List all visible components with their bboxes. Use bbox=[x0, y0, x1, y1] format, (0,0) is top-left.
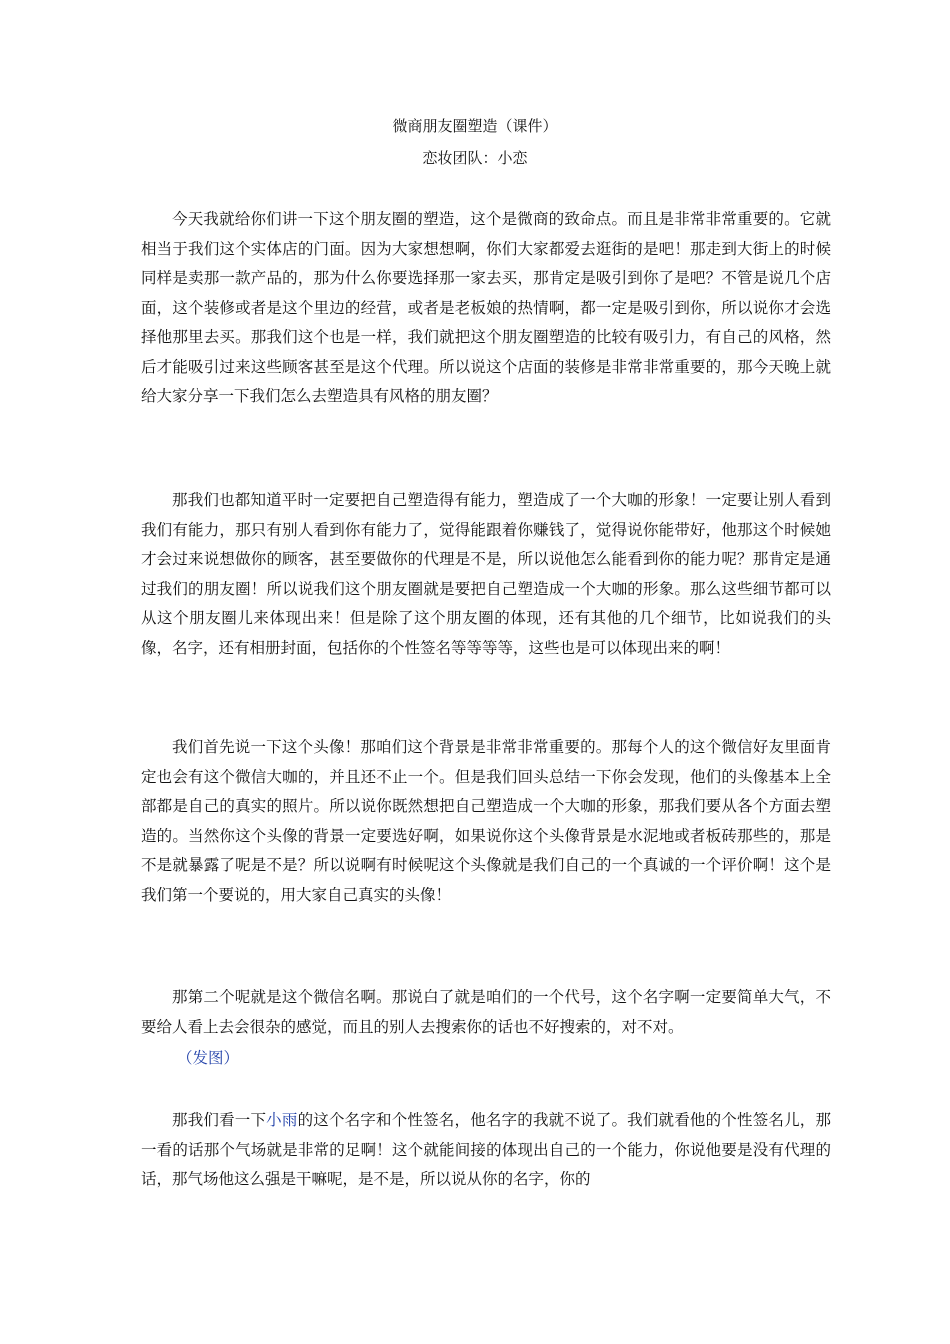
paragraph-signature-rest: 的这个名字和个性签名，他名字的我就不说了。我们就看他的个性签名儿，那一看的话那个气场就是非常的足啊！这个就能间接的体现出自己的一个能力，你说他要是没有代理的话，那气场他这么强是干嘛呢，是不是，所以说从你的名字，你的 bbox=[141, 1111, 831, 1188]
name-link[interactable]: 小雨 bbox=[266, 1111, 298, 1129]
paragraph-wechat-name: 那第二个呢就是这个微信名啊。那说白了就是咱们的一个代号，这个名字啊一定要简单大气，不要给人看上去会很杂的感觉，而且的别人去搜索你的话也不好搜索的，对不对。 bbox=[141, 988, 831, 1036]
paragraph-intro: 今天我就给你们讲一下这个朋友圈的塑造，这个是微商的致命点。而且是非常非常重要的。它就相当于我们这个实体店的门面。因为大家想想啊，你们大家都爱去逛街的是吧！那走到大街上的时候同样是卖那一款产品的，那为什么你要选择那一家去买，那肯定是吸引到你了是吧？不管是说几个店面，这个装修或者是这个里边的经营，或者是老板娘的热情啊，都一定是吸引到你，所以说你才会选择他那里去买。那我们这个也是一样，我们就把这个朋友圈塑造的比较有吸引力，有自己的风格，然后才能吸引过来这些顾客甚至是这个代理。所以说这个店面的装修是非常非常重要的，那今天晚上就给大家分享一下我们怎么去塑造具有风格的朋友圈？ bbox=[141, 210, 831, 405]
paragraph-signature-start: 那我们看一下 bbox=[172, 1111, 267, 1129]
document-subtitle: 恋妆团队：小恋 bbox=[422, 149, 528, 167]
figure-note: （发图） bbox=[177, 1049, 240, 1067]
document-title: 微商朋友圈塑造（课件） bbox=[392, 117, 558, 135]
paragraph-signature bbox=[141, 1106, 831, 1195]
paragraph-avatar: 我们首先说一下这个头像！那咱们这个背景是非常非常重要的。那每个人的这个微信好友里面肯定也会有这个微信大咖的，并且还不止一个。但是我们回头总结一下你会发现，他们的头像基本上全部都是自己的真实的照片。所以说你既然想把自己塑造成一个大咖的形象，那我们要从各个方面去塑造的。当然你这个头像的背景一定要选好啊，如果说你这个头像背景是水泥地或者板砖那些的，那是不是就暴露了呢是不是？所以说啊有时候呢这个头像就是我们自己的一个真诚的一个评价啊！这个是我们第一个要说的，用大家自己真实的头像！ bbox=[141, 738, 831, 904]
paragraph-ability: 那我们也都知道平时一定要把自己塑造得有能力，塑造成了一个大咖的形象！一定要让别人看到我们有能力，那只有别人看到你有能力了，觉得能跟着你赚钱了，觉得说你能带好，他那这个时候她才会过来说想做你的顾客，甚至要做你的代理是不是，所以说他怎么能看到你的能力呢？那肯定是通过我们的朋友圈！所以说我们这个朋友圈就是要把自己塑造成一个大咖的形象。那么这些细节都可以从这个朋友圈儿来体现出来！但是除了这个朋友圈的体现，还有其他的几个细节，比如说我们的头像，名字，还有相册封面，包括你的个性签名等等等等，这些也是可以体现出来的啊！ bbox=[141, 491, 831, 657]
